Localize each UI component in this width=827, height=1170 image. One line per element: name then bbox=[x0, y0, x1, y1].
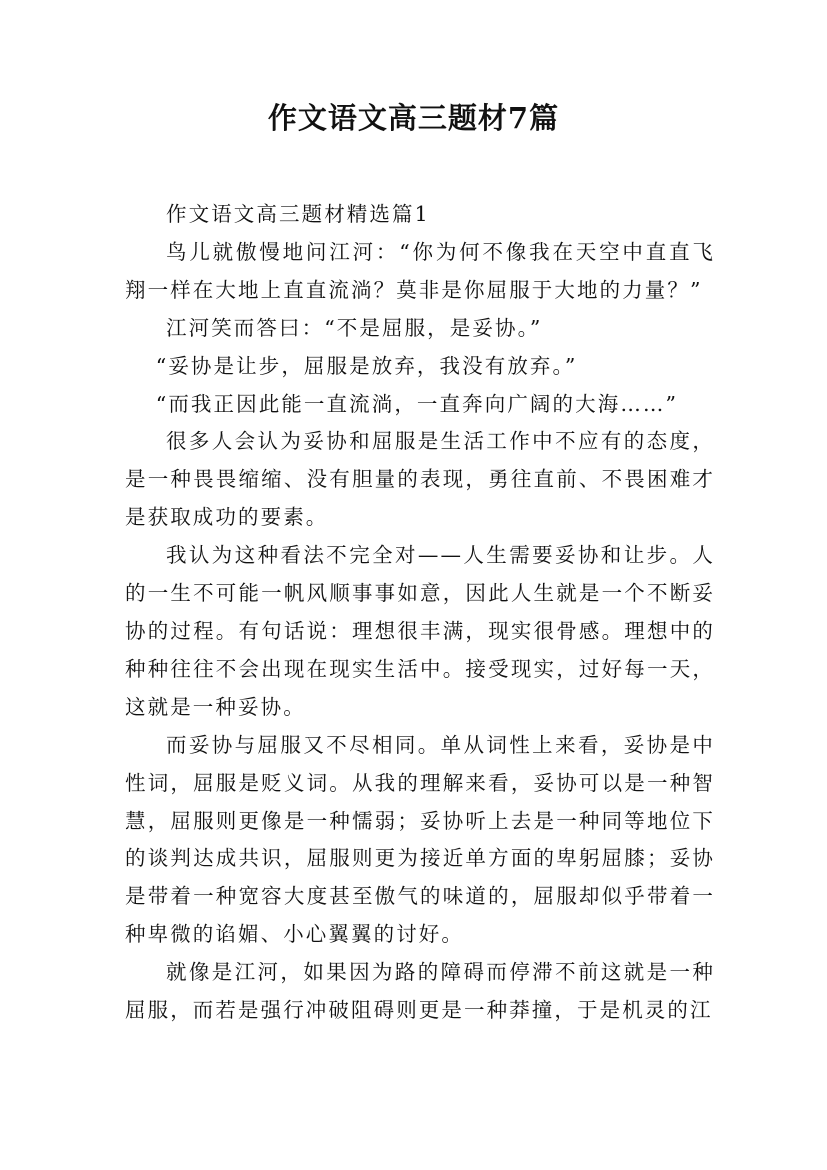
paragraph-common-view: 很多人会认为妥协和屈服是生活工作中不应有的态度，是一种畏畏缩缩、没有胆量的表现，勇往直前、不畏困难才是获取成功的要素。 bbox=[125, 429, 715, 530]
paragraph-river-quote-1: “妥协是让步，屈服是放弃，我没有放弃。” bbox=[155, 353, 578, 378]
paragraph-river-example: 就像是江河，如果因为路的障碍而停滞不前这就是一种屈服，而若是强行冲破阻碍则更是一种莽撞，于是机灵的江 bbox=[125, 960, 715, 1023]
paragraph-my-view: 我认为这种看法不完全对——人生需要妥协和让步。人的一生不可能一帆风顺事事如意，因此人生就是一个不断妥协的过程。有句话说：理想很丰满，现实很骨感。理想中的种种往往不会出现在现实生活中。接受现实，过好每一天，这就是一种妥协。 bbox=[125, 543, 715, 719]
paragraph-river-answer: 江河笑而答曰：“不是屈服，是妥协。” bbox=[166, 315, 543, 340]
paragraph-bird-question: 鸟儿就傲慢地问江河：“你为何不像我在天空中直直飞翔一样在大地上直直流淌？莫非是你屈服于大地的力量？” bbox=[125, 239, 715, 302]
paragraph-river-quote-2: “而我正因此能一直流淌，一直奔向广阔的大海……” bbox=[155, 391, 679, 416]
document-title: 作文语文高三题材7篇 bbox=[267, 101, 560, 135]
paragraph-difference: 而妥协与屈服又不尽相同。单从词性上来看，妥协是中性词，屈服是贬义词。从我的理解来看，妥协可以是一种智慧，屈服则更像是一种懦弱；妥协听上去是一种同等地位下的谈判达成共识，屈服则更为接近单方面的卑躬屈膝；妥协是带着一种宽容大度甚至傲气的味道的，屈服却似乎带着一种卑微的谄媚、小心翼翼的讨好。 bbox=[125, 732, 715, 947]
paragraph-section-heading: 作文语文高三题材精选篇1 bbox=[166, 202, 430, 226]
document-body bbox=[125, 196, 715, 1030]
